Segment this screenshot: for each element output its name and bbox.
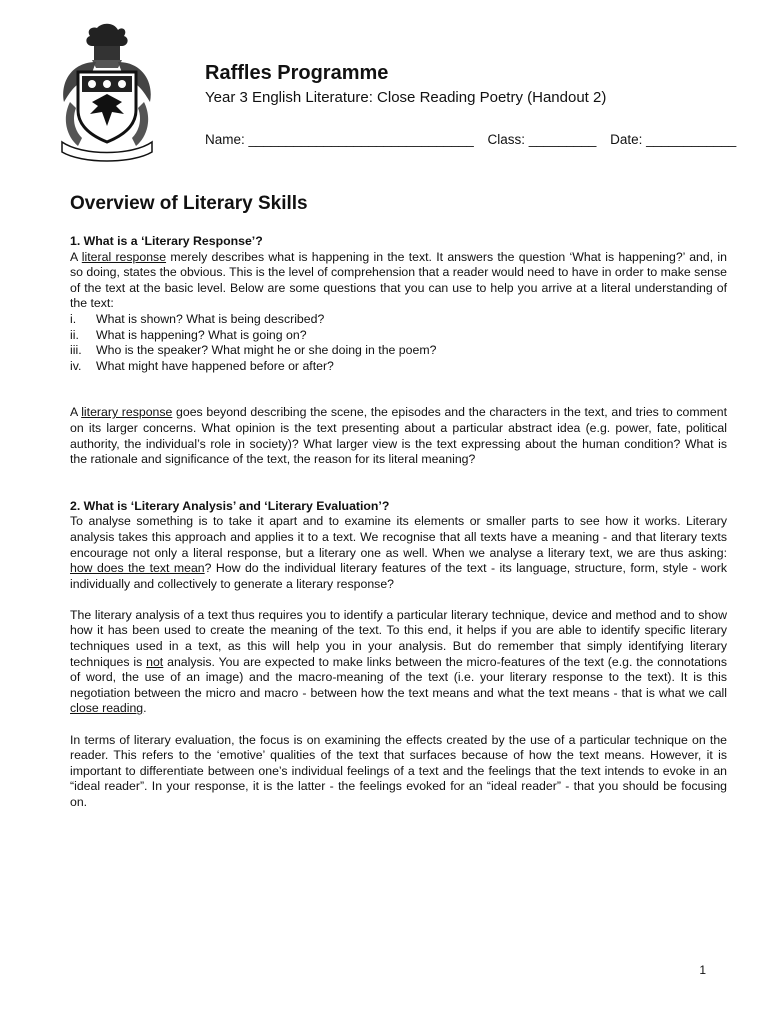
student-fields: [205, 132, 737, 147]
section-1-paragraph-2: A literary response goes beyond describing the scene, the episodes and the characters in the text, and tries to comment on its larger concerns. What opinion is the text presenting about a particular abstract idea (e.g. power, fate, political authority, the individual’s role in society)? What larger view is the text expressing about the human condition? What is the rationale and significance of the text, the reason for its literal meaning?: [70, 405, 727, 467]
term-literal-response: literal response: [81, 249, 167, 264]
list-item: iv. What might have happened before or after?: [70, 358, 334, 373]
term-not: not: [146, 654, 164, 669]
document-body: [70, 192, 727, 811]
class-field: Class: _________: [487, 132, 597, 147]
school-crest-logo: [52, 22, 162, 162]
handout-subtitle: Year 3 English Literature: Close Reading Poetry (Handout 2): [205, 89, 607, 106]
list-item: ii. What is happening? What is going on?: [70, 327, 307, 342]
term-close-reading: close reading: [70, 701, 144, 716]
section-2-paragraph-1: To analyse something is to take it apart and to examine its elements or smaller parts to see how it works. Literary analysis takes this approach and applies it to a text. We recognise that all texts have a meaning - and that literary texts encourage not only a literal response, but a literary one as well. When we analyse a literary text, we are thus asking: how does the text mean? How do the individual literary features of the text - its language, structure, form, style - work individually and collectively to generate a literary response?: [70, 514, 727, 591]
literal-questions-list: [70, 312, 727, 374]
page-title: Overview of Literary Skills: [70, 193, 308, 214]
section-1-heading: 1. What is a ‘Literary Response’?: [70, 234, 263, 248]
document-header: [205, 62, 737, 147]
list-item: iii. Who is the speaker? What might he or she doing in the poem?: [70, 343, 437, 358]
section-2-heading: 2. What is ‘Literary Analysis’ and ‘Literary Evaluation’?: [70, 498, 390, 513]
section-1-paragraph-1: A literal response merely describes what is happening in the text. It answers the question ‘What is happening?’ and, in so doing, states the obvious. This is the level of comprehension that a reader would need to have in order to make sense of the text at the basic level. Below are some questions that you can use to help you arrive at a literal understanding of the text:: [70, 249, 727, 311]
term-how-does-the-text-mean: how does the text mean: [70, 561, 205, 576]
section-2-paragraph-2: The literary analysis of a text thus requires you to identify a particular literary technique, device and method and to show how it has been used to create the meaning of the text. To this end, it helps if you are able to identify specific literary techniques used in a text, as this will help you in your analysis. But do remember that simply identifying literary techniques is not analysis. You are expected to make links between the micro-features of the text (e.g. the connotations of word, the use of an image) and the macro-meaning of the text (i.e. your literary response to the text). It is this negotiation between the micro and macro - between how the text means and what the text means - that is what we call close reading.: [70, 607, 727, 716]
section-2-paragraph-3: In terms of literary evaluation, the focus is on examining the effects created by the use of a particular technique on the reader. This refers to the ‘emotive’ qualities of the text that surfaces because of how the text means. However, it is important to differentiate between one’s individual feelings of a text and the feelings that the text intends to evoke in an “ideal reader”. In your response, it is the latter - the feelings evoked for an “ideal reader” - that you should be focusing on.: [70, 732, 727, 809]
term-literary-response: literary response: [81, 405, 173, 420]
name-field: Name: ______________________________: [205, 132, 474, 147]
school-name: Raffles Programme: [205, 62, 389, 84]
date-field: Date: ____________: [610, 132, 737, 147]
list-item: i. What is shown? What is being described?: [70, 311, 325, 326]
page-number: 1: [699, 963, 706, 977]
